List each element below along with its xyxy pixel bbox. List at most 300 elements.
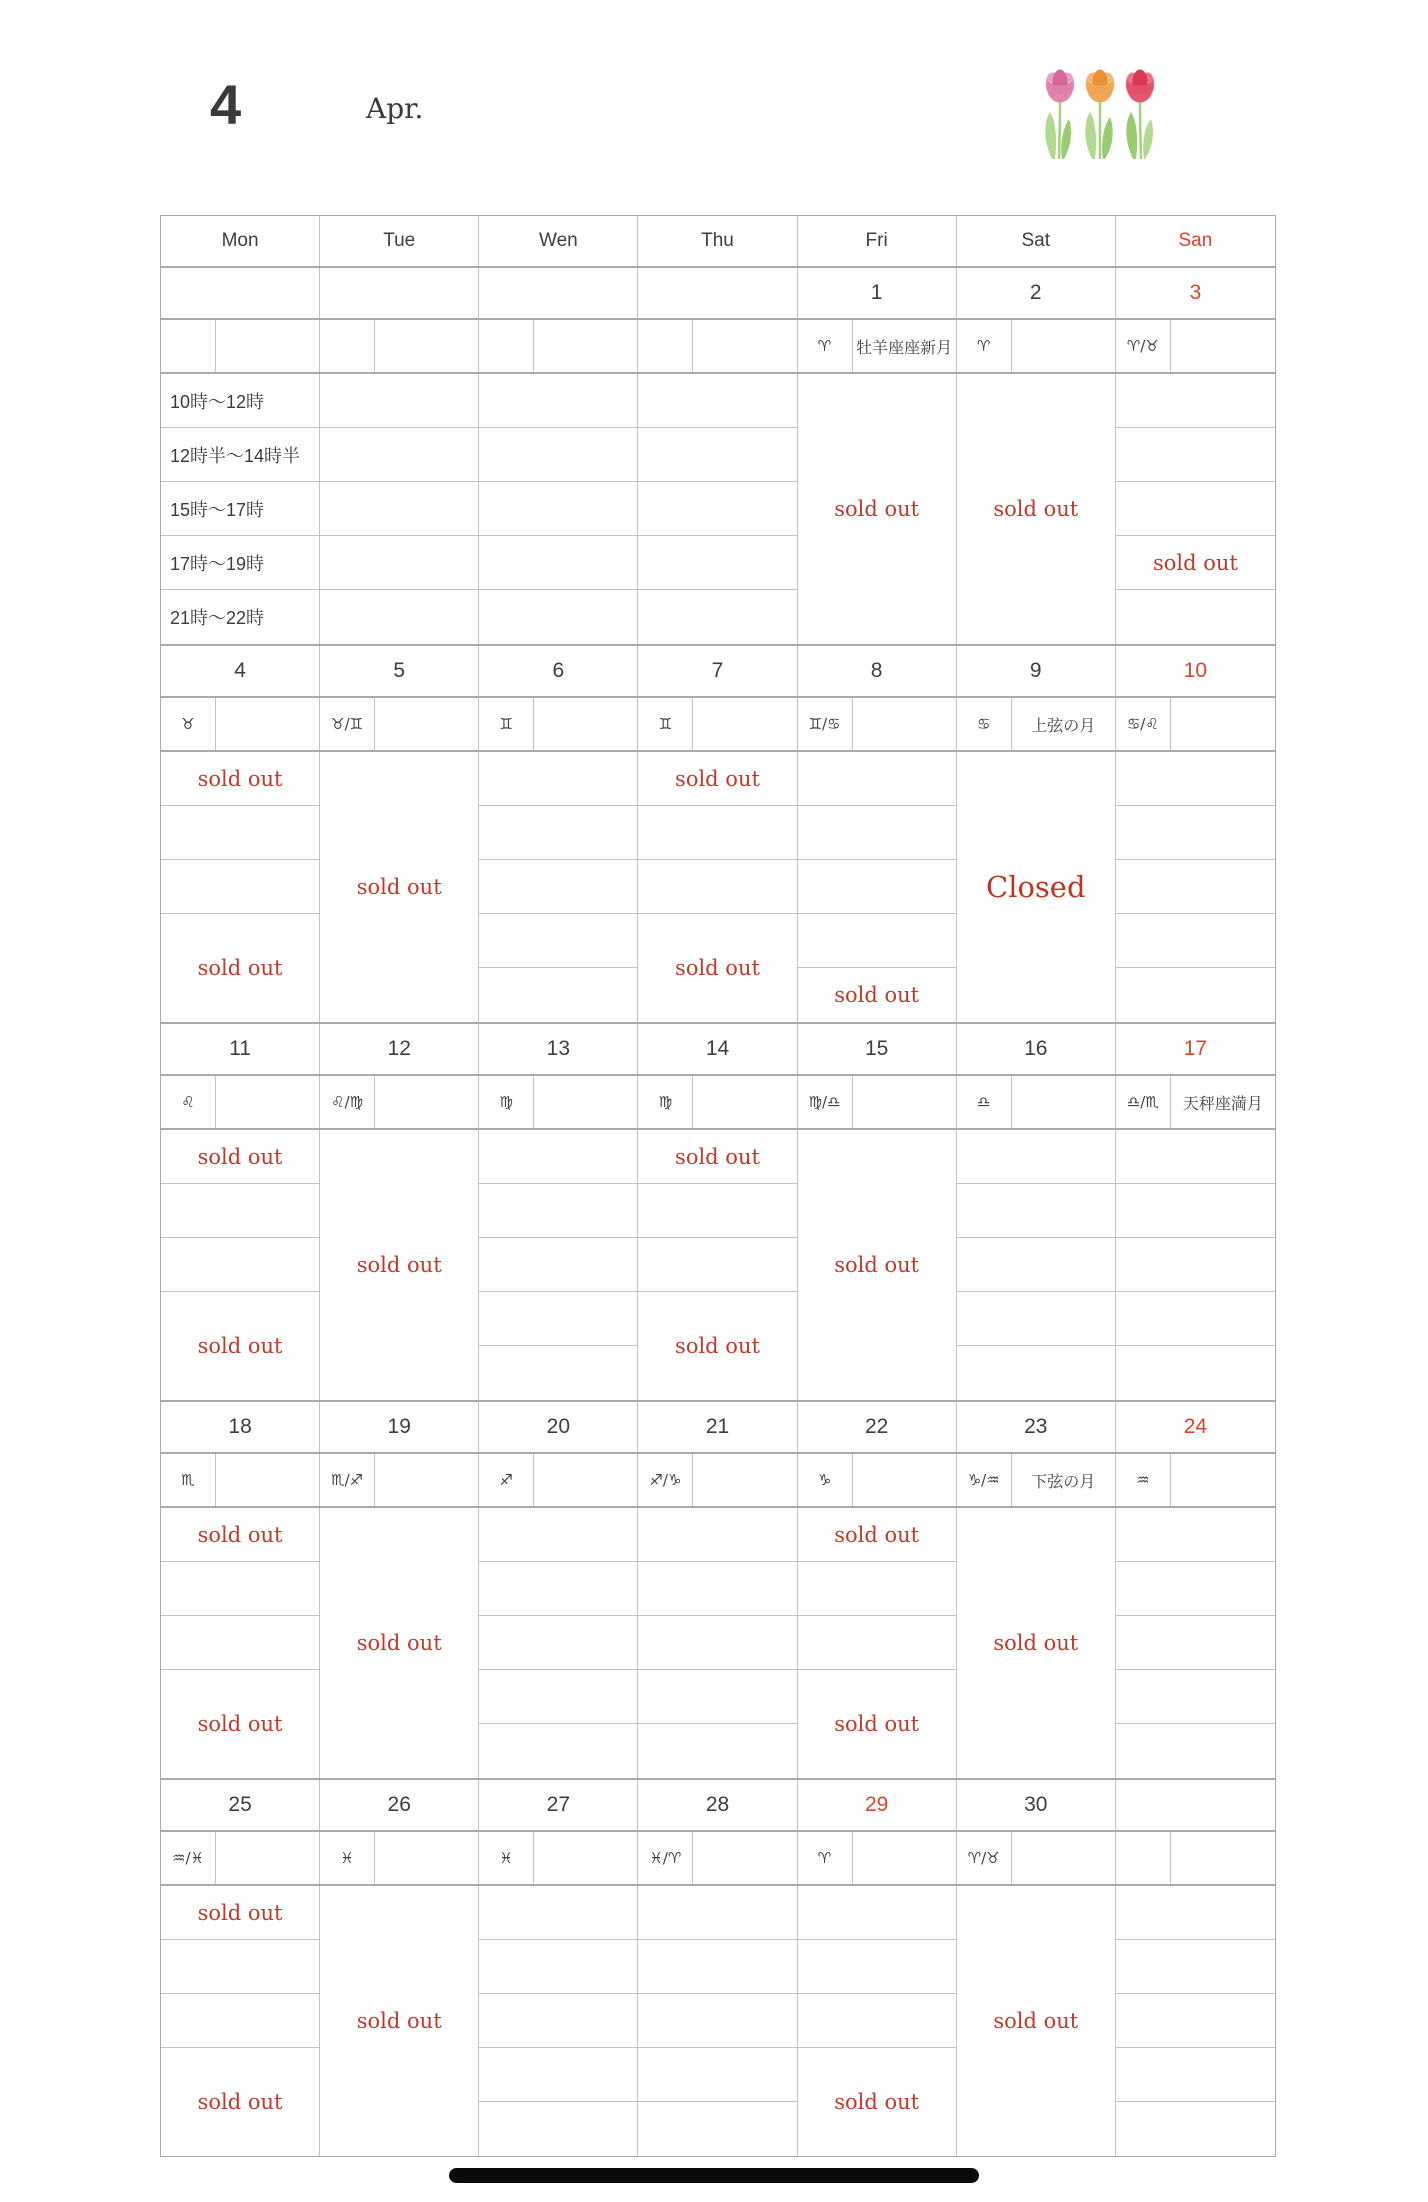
day-column: [161, 374, 320, 644]
moon-phase-note: [375, 1454, 478, 1506]
slot-sold-out: sold out: [1116, 536, 1275, 590]
time-slot-label: 15時〜17時: [161, 482, 319, 536]
zodiac-cell: [479, 1454, 638, 1506]
slot-sold-out: sold out: [356, 2009, 442, 2033]
zodiac-sign: ♑/♒: [957, 1454, 1012, 1506]
slot-empty: [479, 2102, 637, 2156]
date-row: [161, 1402, 1275, 1454]
day-column: [957, 1886, 1116, 2156]
day-column: [479, 1886, 638, 2156]
slot-empty: [638, 482, 796, 536]
slot-empty: [479, 1616, 637, 1670]
date-cell: 28: [638, 1780, 797, 1830]
moon-phase-note: [534, 1832, 637, 1884]
moon-phase-note: [375, 1832, 478, 1884]
zodiac-cell: [798, 1076, 957, 1128]
zodiac-cell: [320, 698, 479, 750]
moon-phase-note: 下弦の月: [1031, 1473, 1096, 1491]
slot-empty: [638, 536, 796, 590]
zodiac-cell: [957, 320, 1116, 372]
week-block: [161, 268, 1275, 646]
moon-phase-note: [693, 320, 796, 372]
moon-phase-note: [853, 1454, 956, 1506]
slot-empty: [479, 1670, 637, 1724]
slot-empty: [638, 2048, 796, 2102]
slot-empty: [479, 482, 637, 536]
slot-empty: [1116, 1292, 1275, 1346]
slot-empty: [638, 1994, 796, 2048]
moon-phase-note: 牡羊座座新月: [856, 339, 953, 357]
date-cell: 10: [1183, 659, 1208, 682]
zodiac-sign: ♒: [1116, 1454, 1171, 1506]
time-slot-label: 21時〜22時: [170, 608, 265, 628]
weekday-fri: Fri: [798, 216, 957, 266]
date-cell: [320, 268, 479, 318]
moon-phase-note: [853, 1832, 956, 1884]
slot-sold-out: sold out: [834, 1712, 920, 1736]
slot-empty: [479, 374, 637, 428]
moon-phase-note: 上弦の月: [1031, 717, 1096, 735]
slot-empty: [1116, 860, 1275, 914]
slot-sold-out: sold out: [834, 983, 920, 1007]
date-cell: 19: [320, 1402, 479, 1452]
slot-empty: [479, 1238, 637, 1292]
zodiac-sign: ♍: [479, 1076, 534, 1128]
zodiac-cell: [638, 1832, 797, 1884]
home-indicator[interactable]: [449, 2168, 979, 2183]
slot-sold-out: sold out: [993, 497, 1079, 521]
date-row: [161, 268, 1275, 320]
slot-sold-out: sold out: [356, 1631, 442, 1655]
slot-empty: [957, 1346, 1115, 1400]
slot-empty: [479, 1184, 637, 1238]
tulip-flower-red: [1126, 70, 1155, 103]
slot-empty: [957, 1130, 1115, 1184]
slot-sold-out: sold out: [161, 752, 319, 806]
date-cell: 9: [957, 646, 1116, 696]
slot-empty: [638, 1508, 796, 1562]
week-body: [161, 752, 1275, 1022]
zodiac-cell: [320, 1076, 479, 1128]
day-column: [957, 752, 1116, 1022]
week-body: [161, 1508, 1275, 1778]
zodiac-cell: [1116, 1454, 1275, 1506]
moon-phase-note: [693, 1454, 796, 1506]
slot-empty: [798, 1940, 956, 1994]
slot-sold-out: sold out: [197, 2090, 283, 2114]
date-cell: 24: [1183, 1415, 1208, 1438]
moon-phase-note: [534, 1076, 637, 1128]
day-column: [320, 374, 479, 644]
slot-empty: [798, 1994, 956, 2048]
moon-phase-note: [1171, 698, 1275, 750]
day-column: [798, 1886, 957, 2156]
day-column: [1116, 1130, 1275, 1400]
moon-phase-note: [1171, 1832, 1275, 1884]
day-column: [161, 1886, 320, 2156]
date-cell: [161, 268, 320, 318]
slot-empty: [479, 590, 637, 644]
date-cell: 30: [957, 1780, 1116, 1830]
zodiac-sign: ♋: [957, 698, 1012, 750]
zodiac-cell: [161, 320, 320, 372]
weekday-sat: Sat: [957, 216, 1116, 266]
zodiac-sign: ♍: [638, 1076, 693, 1128]
day-column: [798, 1508, 957, 1778]
slot-empty: [638, 1670, 796, 1724]
slot-empty: [638, 1886, 796, 1940]
zodiac-sign: ♈/♉: [1116, 320, 1171, 372]
date-cell: 13: [479, 1024, 638, 1074]
date-row: [161, 1024, 1275, 1076]
month-number: 4: [210, 73, 242, 136]
zodiac-cell: [1116, 1076, 1275, 1128]
zodiac-sign: ♐: [479, 1454, 534, 1506]
zodiac-sign: ♊: [479, 698, 534, 750]
slot-empty: [320, 482, 478, 536]
slot-sold-out: sold out: [675, 956, 760, 980]
slot-empty: [479, 1994, 637, 2048]
zodiac-sign: ♒/♓: [161, 1832, 216, 1884]
slot-empty: [1116, 806, 1275, 860]
zodiac-sign: ♑: [798, 1454, 853, 1506]
slot-empty: [1116, 482, 1275, 536]
zodiac-cell: [638, 698, 797, 750]
zodiac-cell: [320, 1454, 479, 1506]
slot-empty: [638, 1238, 796, 1292]
slot-empty: [320, 428, 478, 482]
day-column: [798, 374, 957, 644]
zodiac-cell: [479, 320, 638, 372]
zodiac-sign: [320, 320, 375, 372]
moon-phase-note: [1171, 1454, 1275, 1506]
day-column: [1116, 752, 1275, 1022]
zodiac-cell: [798, 1832, 957, 1884]
day-column: [957, 1508, 1116, 1778]
zodiac-cell: [479, 1832, 638, 1884]
zodiac-sign: ♎: [957, 1076, 1012, 1128]
day-column: [479, 752, 638, 1022]
slot-empty: [161, 1940, 319, 1994]
moon-phase-note: [693, 1076, 796, 1128]
day-column: [479, 1130, 638, 1400]
moon-phase-note: [375, 320, 478, 372]
zodiac-sign: ♈/♉: [957, 1832, 1012, 1884]
date-cell: 29: [798, 1780, 957, 1830]
day-column: [798, 752, 957, 1022]
slot-empty: [479, 536, 637, 590]
zodiac-sign: ♍/♎: [798, 1076, 853, 1128]
day-column: [638, 752, 797, 1022]
slot-sold-out: sold out: [834, 1253, 920, 1277]
zodiac-sign: ♐/♑: [638, 1454, 693, 1506]
date-cell: 12: [320, 1024, 479, 1074]
day-column: [798, 1130, 957, 1400]
zodiac-row: [161, 698, 1275, 752]
slot-empty: [1116, 1346, 1275, 1400]
moon-phase-note: [375, 1076, 478, 1128]
day-column: [1116, 1508, 1275, 1778]
moon-phase-note: [216, 1454, 319, 1506]
slot-empty: [161, 1562, 319, 1616]
zodiac-cell: [798, 1454, 957, 1506]
slot-sold-out: sold out: [638, 752, 796, 806]
moon-phase-note: [375, 698, 478, 750]
day-column: [638, 374, 797, 644]
slot-empty: [1116, 1130, 1275, 1184]
zodiac-sign: [161, 320, 216, 372]
moon-phase-note: [1012, 320, 1115, 372]
date-cell: 6: [479, 646, 638, 696]
zodiac-cell: [798, 320, 957, 372]
date-row: [161, 1780, 1275, 1832]
moon-phase-note: [1012, 1832, 1115, 1884]
zodiac-cell: [479, 698, 638, 750]
slot-empty: [479, 1508, 637, 1562]
time-slot-label: 10時〜12時: [161, 374, 319, 428]
week-block: [161, 1024, 1275, 1402]
zodiac-sign: ♈: [957, 320, 1012, 372]
moon-phase-note: [534, 320, 637, 372]
slot-empty: [320, 374, 478, 428]
slot-empty: [638, 860, 796, 914]
month-name: Apr.: [366, 92, 424, 125]
slot-sold-out: sold out: [993, 1631, 1079, 1655]
zodiac-cell: [638, 1076, 797, 1128]
date-cell: 23: [957, 1402, 1116, 1452]
time-slot-label: 17時〜19時: [161, 536, 319, 590]
weekday-header-row: [161, 216, 1275, 268]
slot-sold-out: sold out: [197, 956, 283, 980]
zodiac-sign: ♌/♍: [320, 1076, 375, 1128]
slot-empty: [1116, 752, 1275, 806]
zodiac-cell: [1116, 320, 1275, 372]
slot-empty: [161, 1616, 319, 1670]
zodiac-sign: ♉: [161, 698, 216, 750]
zodiac-row: [161, 320, 1275, 374]
slot-empty: [638, 428, 796, 482]
slot-empty: [161, 806, 319, 860]
day-column: [1116, 1886, 1275, 2156]
date-cell: 18: [161, 1402, 320, 1452]
zodiac-cell: [161, 1832, 320, 1884]
slot-sold-out: sold out: [798, 1508, 956, 1562]
slot-empty: [638, 1616, 796, 1670]
date-cell: 27: [479, 1780, 638, 1830]
slot-sold-out: sold out: [161, 1508, 319, 1562]
slot-empty: [638, 1724, 796, 1778]
day-column: [320, 1130, 479, 1400]
moon-phase-note: [216, 1076, 319, 1128]
zodiac-cell: [638, 1454, 797, 1506]
zodiac-sign: ♌: [161, 1076, 216, 1128]
zodiac-sign: ♊/♋: [798, 698, 853, 750]
zodiac-sign: ♋/♌: [1116, 698, 1171, 750]
moon-phase-note: [693, 1832, 796, 1884]
slot-empty: [798, 914, 956, 968]
moon-phase-note: 天秤座満月: [1182, 1095, 1263, 1113]
slot-sold-out: sold out: [197, 1712, 283, 1736]
slot-empty: [798, 1562, 956, 1616]
slot-sold-out: sold out: [161, 1130, 319, 1184]
slot-sold-out: sold out: [161, 1886, 319, 1940]
day-column: [957, 374, 1116, 644]
moon-phase-note: [534, 1454, 637, 1506]
time-slot-label: 12時半〜14時半: [161, 428, 319, 482]
date-cell: 26: [320, 1780, 479, 1830]
zodiac-sign: ♊: [638, 698, 693, 750]
date-cell: 5: [320, 646, 479, 696]
slot-empty: [479, 1886, 637, 1940]
slot-empty: [161, 860, 319, 914]
day-column: [320, 1886, 479, 2156]
zodiac-sign: [479, 320, 534, 372]
day-column: [161, 1130, 320, 1400]
zodiac-sign: ♈: [798, 320, 853, 372]
zodiac-cell: [957, 1454, 1116, 1506]
slot-empty: [479, 752, 637, 806]
zodiac-sign: ♏: [161, 1454, 216, 1506]
slot-empty: [1116, 1724, 1275, 1778]
slot-empty: [479, 914, 637, 968]
moon-phase-note: [1012, 1076, 1115, 1128]
day-column: [638, 1886, 797, 2156]
slot-empty: [161, 1184, 319, 1238]
slot-empty: [479, 2048, 637, 2102]
zodiac-cell: [1116, 1832, 1275, 1884]
zodiac-cell: [798, 698, 957, 750]
date-cell: 20: [479, 1402, 638, 1452]
slot-empty: [479, 1940, 637, 1994]
slot-empty: [479, 1724, 637, 1778]
date-cell: 22: [798, 1402, 957, 1452]
week-block: [161, 1780, 1275, 2156]
day-column: [320, 752, 479, 1022]
zodiac-sign: ♓: [320, 1832, 375, 1884]
day-column: [957, 1130, 1116, 1400]
day-column: [161, 1508, 320, 1778]
zodiac-sign: [638, 320, 693, 372]
date-cell: 2: [957, 268, 1116, 318]
slot-empty: [957, 1292, 1115, 1346]
slot-empty: [1116, 1994, 1275, 2048]
day-column: [161, 752, 320, 1022]
zodiac-cell: [320, 1832, 479, 1884]
slot-empty: [1116, 374, 1275, 428]
date-cell: 7: [638, 646, 797, 696]
week-body: [161, 1886, 1275, 2156]
slot-empty: [479, 1346, 637, 1400]
zodiac-sign: ♓/♈: [638, 1832, 693, 1884]
zodiac-cell: [1116, 698, 1275, 750]
moon-phase-note: [534, 698, 637, 750]
tulip-stem: [1140, 99, 1141, 159]
week-body: [161, 1130, 1275, 1400]
slot-empty: [1116, 1184, 1275, 1238]
zodiac-cell: [161, 698, 320, 750]
weekday-mon: Mon: [161, 216, 320, 266]
slot-empty: [479, 806, 637, 860]
slot-empty: [1116, 914, 1275, 968]
zodiac-row: [161, 1454, 1275, 1508]
slot-empty: [479, 1292, 637, 1346]
day-column: [1116, 374, 1275, 644]
slot-sold-out: sold out: [356, 1253, 442, 1277]
tulip-flower-orange: [1086, 70, 1115, 103]
slot-empty: [798, 1886, 956, 1940]
slot-closed: Closed: [986, 870, 1086, 904]
zodiac-cell: [161, 1454, 320, 1506]
slot-empty: [479, 428, 637, 482]
zodiac-sign: ♏/♐: [320, 1454, 375, 1506]
slot-empty: [1116, 1238, 1275, 1292]
slot-empty: [479, 1562, 637, 1616]
zodiac-sign: ♈: [798, 1832, 853, 1884]
zodiac-cell: [957, 698, 1116, 750]
date-cell: 11: [161, 1024, 320, 1074]
slot-sold-out: sold out: [675, 1334, 760, 1358]
slot-empty: [161, 1994, 319, 2048]
moon-phase-note: [216, 698, 319, 750]
slot-empty: [638, 1562, 796, 1616]
date-cell: 14: [638, 1024, 797, 1074]
slot-sold-out: sold out: [356, 875, 442, 899]
slot-sold-out: sold out: [197, 1334, 283, 1358]
date-cell: 15: [798, 1024, 957, 1074]
date-cell: 25: [161, 1780, 320, 1830]
slot-empty: [479, 1130, 637, 1184]
slot-empty: [1116, 1616, 1275, 1670]
date-cell: 8: [798, 646, 957, 696]
zodiac-cell: [957, 1832, 1116, 1884]
weekday-thu: Thu: [638, 216, 797, 266]
zodiac-sign: ♓: [479, 1832, 534, 1884]
weekday-wen: Wen: [479, 216, 638, 266]
slot-empty: [1116, 428, 1275, 482]
day-column: [479, 1508, 638, 1778]
zodiac-cell: [320, 320, 479, 372]
date-cell: 4: [161, 646, 320, 696]
slot-empty: [638, 1940, 796, 1994]
slot-empty: [638, 374, 796, 428]
slot-empty: [638, 590, 796, 644]
slot-empty: [1116, 590, 1275, 644]
moon-phase-note: [1171, 320, 1275, 372]
week-body: [161, 374, 1275, 644]
slot-sold-out: sold out: [834, 2090, 920, 2114]
zodiac-cell: [161, 1076, 320, 1128]
date-cell: 17: [1183, 1037, 1208, 1060]
moon-phase-note: [216, 320, 319, 372]
date-cell: [638, 268, 797, 318]
day-column: [638, 1130, 797, 1400]
slot-empty: [161, 1238, 319, 1292]
slot-empty: [479, 968, 637, 1022]
tulip-stem: [1059, 99, 1060, 159]
moon-phase-note: [693, 698, 796, 750]
slot-empty: [798, 1616, 956, 1670]
day-column: [320, 1508, 479, 1778]
date-cell: [479, 268, 638, 318]
tulip-illustration: [1040, 55, 1160, 167]
moon-phase-note: [853, 698, 956, 750]
slot-empty: [1116, 1886, 1275, 1940]
slot-empty: [1116, 1940, 1275, 1994]
slot-empty: [479, 860, 637, 914]
slot-empty: [1116, 1670, 1275, 1724]
slot-empty: [1116, 2102, 1275, 2156]
slot-empty: [638, 806, 796, 860]
